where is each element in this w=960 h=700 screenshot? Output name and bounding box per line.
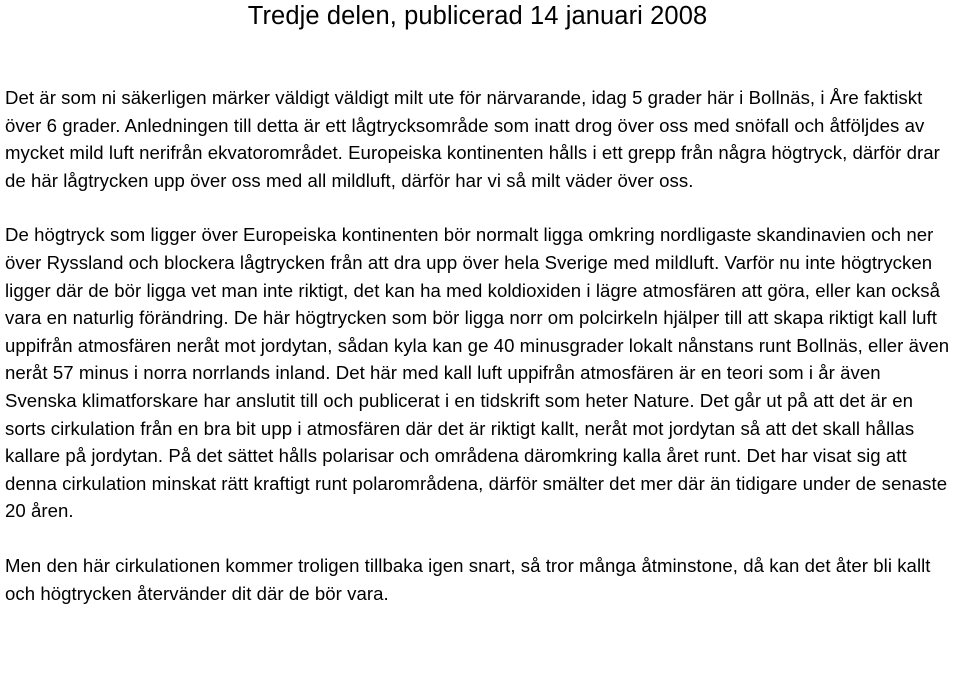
paragraph: Det är som ni säkerligen märker väldigt väldigt milt ute för närvarande, idag 5 grader här i Bollnäs, i Åre faktiskt över 6 grader. Anledningen till detta är ett lågtrycksområde som inatt drog över oss med snöfall och åtföljdes av mycket mild luft nerifrån ekvatorområdet. Europeiska kontinenten hålls i ett grepp från några högtryck, därför drar de här lågtrycken upp över oss med all mildluft, därför har vi så milt väder över oss.: [5, 87, 940, 191]
document-body: [5, 84, 950, 607]
paragraph: De högtryck som ligger över Europeiska kontinenten bör normalt ligga omkring nordligaste skandinavien och ner över Ryssland och blockera lågtrycken från att dra upp över hela Sverige med mildluft. Varför nu inte högtrycken ligger där de bör ligga vet man inte riktigt, det kan ha med koldioxiden i lägre atmosfären att göra, eller kan också vara en naturlig förändring. De här högtrycken som bör ligga norr om polcirkeln hjälper till att skapa riktigt kall luft uppifrån atmosfären neråt mot jordytan, sådan kyla kan ge 40 minusgrader lokalt nånstans runt Bollnäs, eller även neråt 57 minus i norra norrlands inland. Det här med kall luft uppifrån atmosfären är en teori som i år även Svenska klimatforskare har anslutit till och publicerat i en tidskrift som heter Nature. Det går ut på att det är en sorts cirkulation från en bra bit upp i atmosfären där det är riktigt kallt, neråt mot jordytan så att det skall hållas kallare på jordytan. På det sättet hålls polarisar och områdena däromkring kalla året runt. Det har visat sig att denna cirkulation minskat rätt kraftigt runt polarområdena, därför smälter det mer där än tidigare under de senaste 20 åren.: [5, 224, 950, 522]
document-title: Tredje delen, publicerad 14 januari 2008: [247, 2, 708, 30]
paragraph: Men den här cirkulationen kommer troligen tillbaka igen snart, så tror många åtminstone, då kan det åter bli kallt och högtrycken återvänder dit där de bör vara.: [5, 554, 931, 604]
